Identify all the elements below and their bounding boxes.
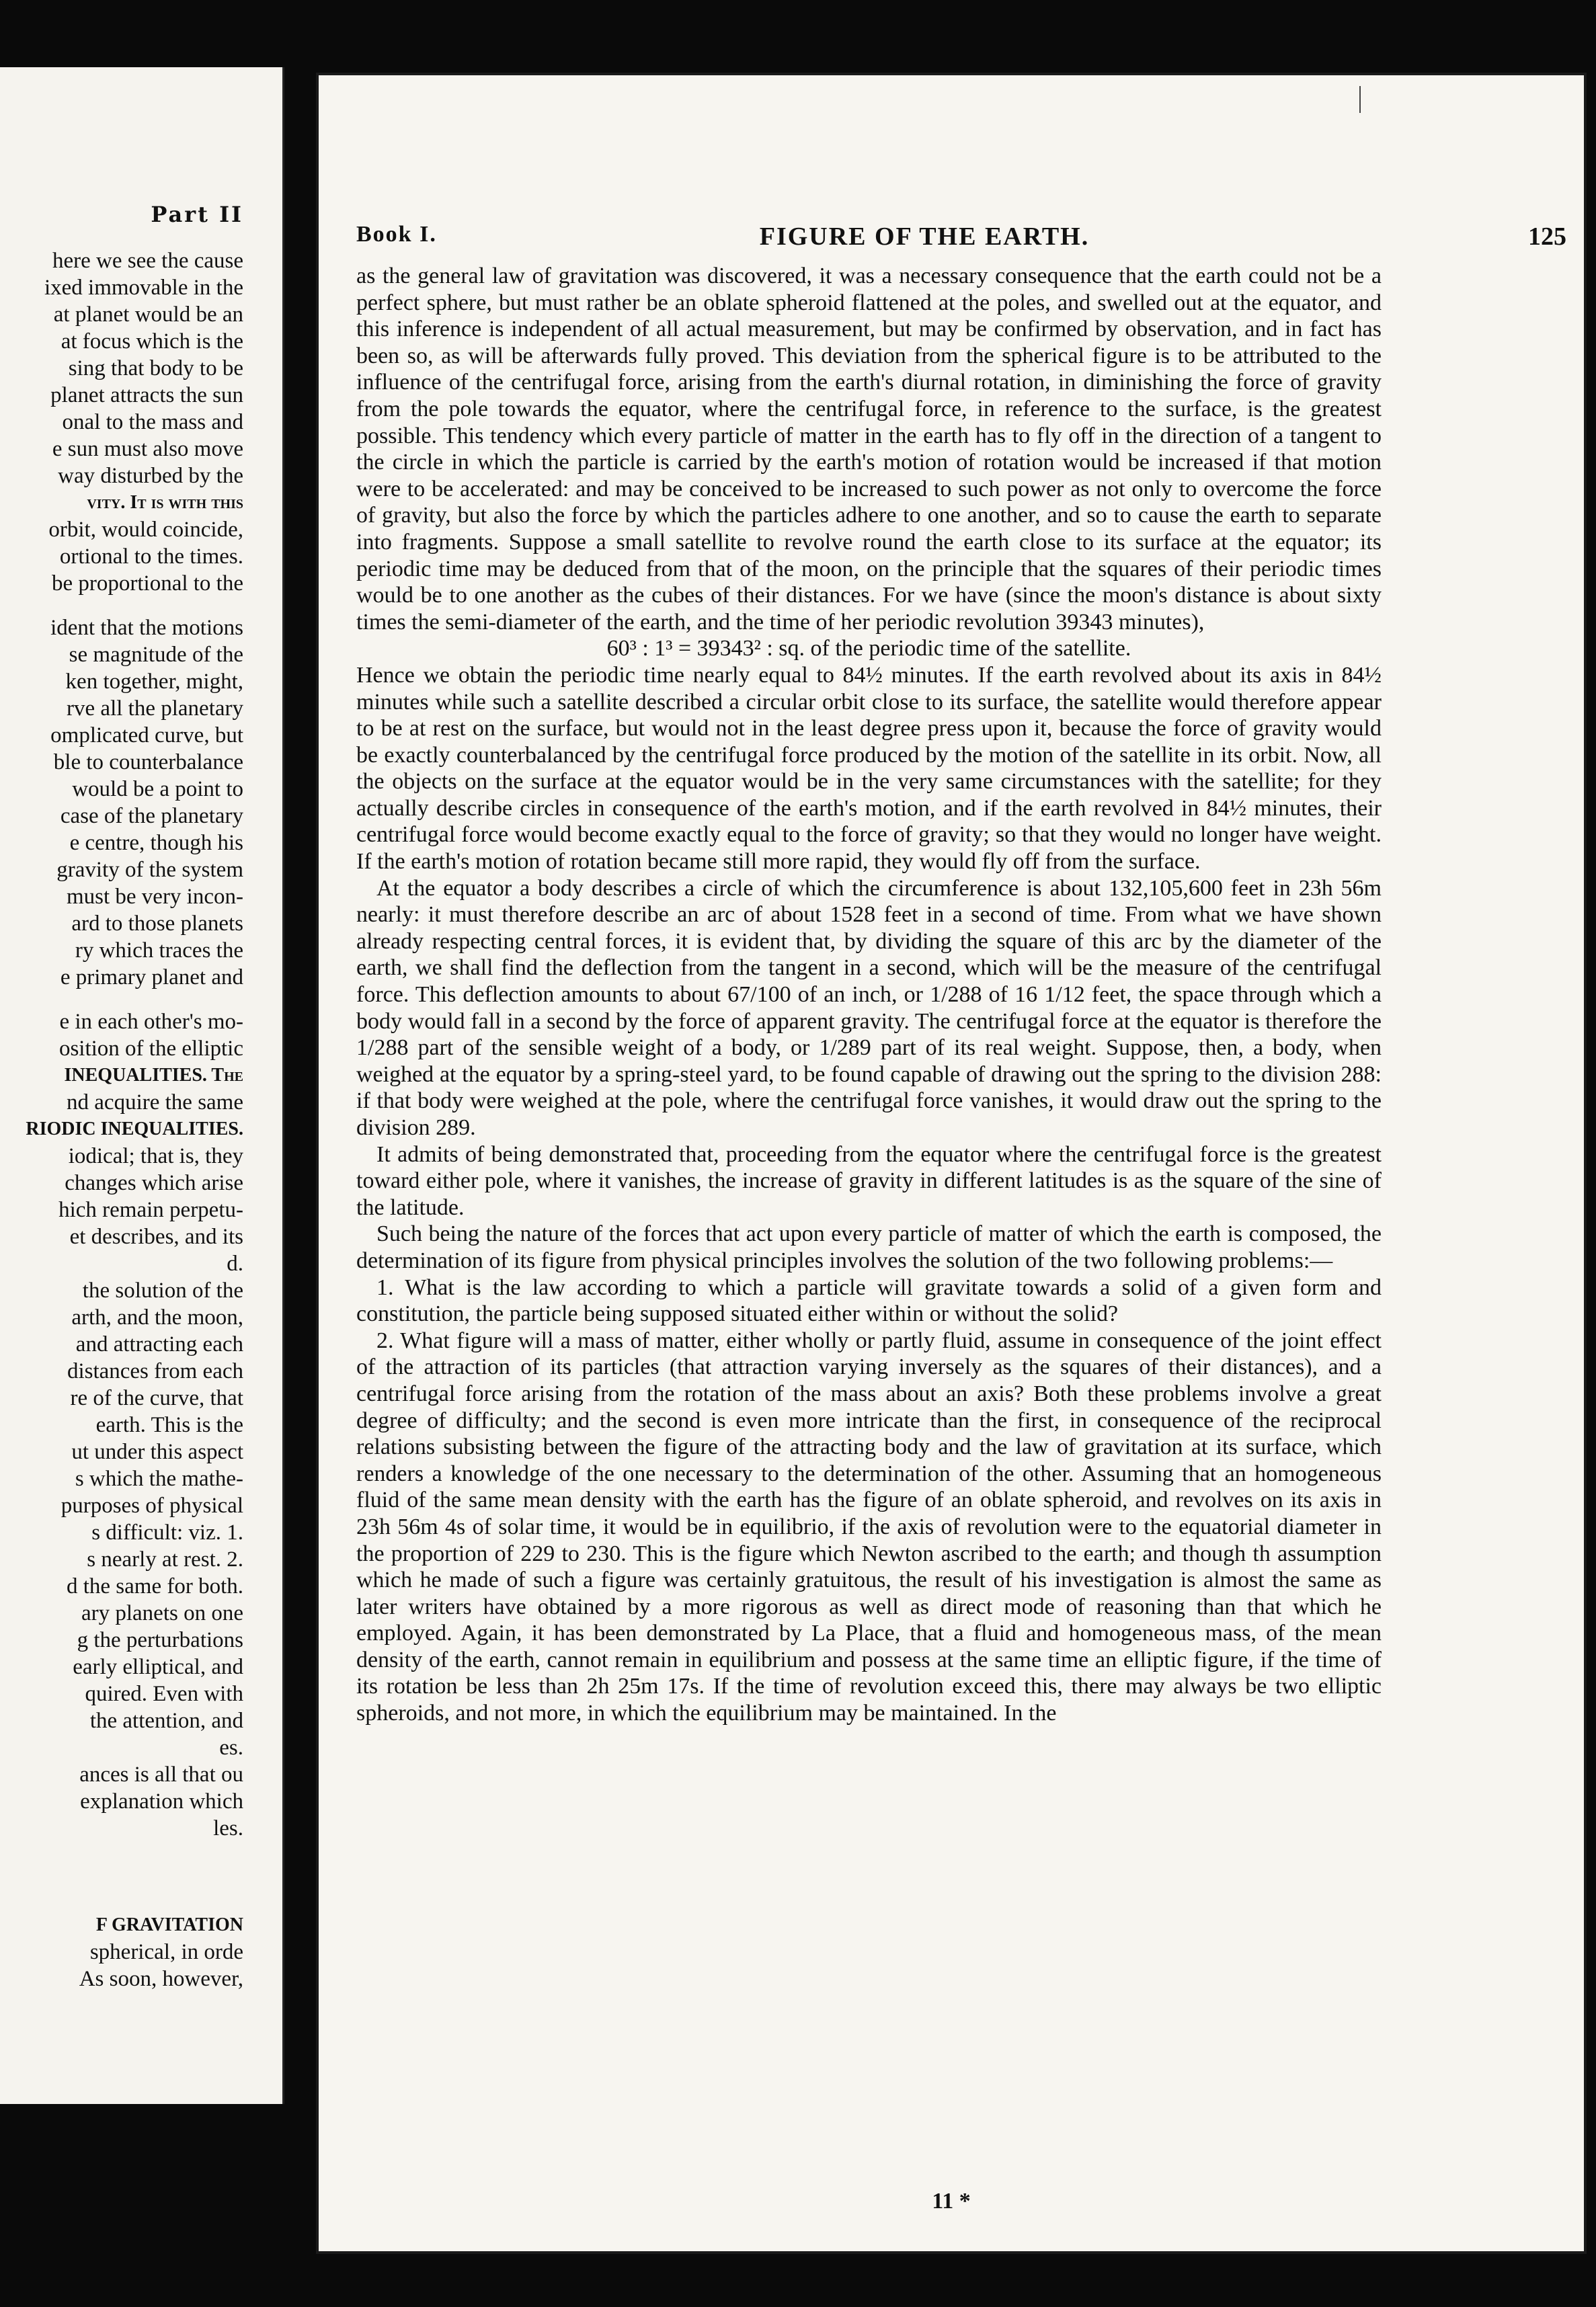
left-page-line: nd acquire the same: [67, 1090, 243, 1115]
left-page-line: s which the mathe-: [75, 1467, 243, 1491]
left-page-line: INEQUALITIES. The: [64, 1065, 243, 1086]
left-page-line: at planet would be an: [53, 302, 243, 327]
left-page-line: es.: [219, 1736, 243, 1760]
left-page-line: purposes of physical: [61, 1494, 243, 1518]
problem-1: 1. What is the law according to which a particle will gravitate towards a solid of a given form and constitution, the particle being supposed situated either within or without the solid?: [356, 1274, 1382, 1327]
left-page-line: must be very incon-: [66, 885, 243, 909]
book-page: [316, 73, 1587, 2254]
page-title: FIGURE OF THE EARTH.: [759, 222, 1090, 251]
left-page-line: se magnitude of the: [69, 643, 243, 667]
margin-mark: [1359, 86, 1361, 113]
left-page-line: orbit, would coincide,: [48, 518, 243, 542]
left-page-line: re of the curve, that: [70, 1386, 243, 1410]
left-page-line: ard to those planets: [71, 912, 243, 936]
left-page-line: planet attracts the sun: [50, 383, 243, 407]
left-page-line: [26, 1894, 243, 1912]
left-page-line: explanation which: [80, 1789, 243, 1814]
left-page-line: omplicated curve, but: [50, 723, 243, 747]
previous-page-fragment: [0, 67, 284, 2104]
left-page-text: [26, 247, 243, 1992]
left-page-line: at focus which is the: [61, 329, 243, 354]
left-page-line: iodical; that is, they: [68, 1144, 243, 1168]
left-page-line: case of the planetary: [60, 804, 243, 828]
left-page-line: here we see the cause: [52, 249, 243, 273]
signature-mark: 11 *: [932, 2189, 971, 2214]
left-page-line: RIODIC INEQUALITIES.: [26, 1119, 243, 1139]
left-page-line: hich remain perpetu-: [58, 1198, 243, 1222]
left-page-line: distances from each: [67, 1359, 243, 1383]
left-page-line: d.: [227, 1252, 243, 1276]
paragraph-2: Hence we obtain the periodic time nearly equal to 84½ minutes. If the earth revolved about its axis in 84½ minutes while such a satellite described a circular orbit close to its surface, the satellite would therefore appear to be at rest on the surface, but would not in the least degree press upon it, because the force of gravity would be exactly counterbalanced by the centrifugal force produced by the motion of the satellite in its orbit. Now, all the objects on the surface at the equator would be in the very same circumstances with the satellite; for they actually describe circles in consequence of the earth's motion, and if the earth revolved in 84½ minutes, their centrifugal force would become exactly equal to the force of gravity; so that they would no longer have weight. If the earth's motion of rotation became still more rapid, they would fly off from the surface.: [356, 662, 1382, 875]
left-page-line: [26, 1859, 243, 1877]
paragraph-5: Such being the nature of the forces that act upon every particle of matter of which the earth is composed, the determination of its figure from physical principles involves the solution of the two following problems:—: [356, 1221, 1382, 1273]
left-page-line: ances is all that ou: [79, 1763, 243, 1787]
paragraph-3: At the equator a body describes a circle of which the circumference is about 132,105,600 feet in 23h 56m nearly: it must therefore describe an arc of about 1528 feet in a second of time. From what we have shown already respecting central forces, it is evident that, by dividing the square of this arc by the diameter of the earth, we shall find the deflection from the tangent in a second, which will be the measure of the centrifugal force. This deflection amounts to about 67/100 of an inch, or 1/288 of 16 1/12 feet, the space through which a body would fall in a second by the force of apparent gravity. The centrifugal force at the equator is therefore the 1/288 part of the sensible weight of a body, or 1/289 part of its real weight. Suppose, then, a body, when weighed at the equator by a spring-steel yard, to be found capable of drawing out the spring to the division 288: if that body were weighed at the pole, where the centrifugal force vanishes, it would draw out the spring to the division 289.: [356, 875, 1382, 1140]
left-page-line: s nearly at rest. 2.: [87, 1547, 243, 1572]
left-page-header: Part II: [151, 202, 243, 227]
left-page-line: ken together, might,: [65, 670, 243, 694]
left-page-line: rve all the planetary: [67, 696, 243, 721]
left-page-line: the solution of the: [82, 1279, 243, 1303]
left-page-line: [26, 1842, 243, 1859]
left-page-line: early elliptical, and: [73, 1655, 243, 1679]
left-page-line: [26, 597, 243, 614]
left-page-line: g the perturbations: [77, 1628, 243, 1652]
left-page-line: et describes, and its: [69, 1225, 243, 1249]
left-page-line: spherical, in orde: [89, 1940, 243, 1964]
left-page-line: ident that the motions: [50, 616, 243, 640]
left-page-line: ixed immovable in the: [44, 276, 243, 300]
left-page-line: sing that body to be: [68, 356, 243, 380]
left-page-line: be proportional to the: [51, 571, 243, 596]
left-page-line: osition of the elliptic: [58, 1037, 243, 1061]
paragraph-1: as the general law of gravitation was discovered, it was a necessary consequence that the earth could not be a perfect sphere, but must rather be an oblate spheroid flattened at the poles, and swelled out at the equator, and this inference is independent of all actual measurement, but may be confirmed by observation, and in fact has been so, as will be afterwards fully proved. This deviation from the spherical figure is to be attributed to the influence of the centrifugal force, arising from the earth's diurnal rotation, in diminishing the force of gravity from the pole towards the equator, where the centrifugal force, in reference to the surface, is the greatest possible. This tendency which every particle of matter in the earth has to fly off in the direction of a tangent to the circle in which the particle is carried by the earth's motion of rotation would be increased if that motion were to be accelerated: and may be conceived to be increased to such power as not only to overcome the force of gravity, but also the force by which the particles adhere to one another, and so to cause the earth to separate into fragments. Suppose a small satellite to revolve round the earth close to its surface at the equator; its periodic time may be deduced from that of the moon, on the principle that the squares of their periodic times would be to one another as the cubes of their distances. For we have (since the moon's distance is about sixty times the semi-diameter of the earth, and the time of her periodic revolution 39343 minutes),: [356, 264, 1382, 635]
left-page-line: e centre, though his: [69, 831, 243, 855]
left-page-line: way disturbed by the: [58, 464, 243, 488]
left-page-line: ble to counterbalance: [53, 750, 243, 774]
left-page-line: [26, 991, 243, 1008]
left-page-line: e sun must also move: [52, 437, 243, 461]
left-page-line: les.: [213, 1816, 243, 1840]
page-number: 125: [1528, 222, 1566, 251]
left-page-line: e in each other's mo-: [59, 1010, 243, 1034]
left-page-line: the attention, and: [89, 1709, 243, 1733]
left-page-line: s difficult: viz. 1.: [91, 1521, 243, 1545]
left-page-line: gravity of the system: [56, 858, 243, 882]
running-head: [356, 222, 1566, 255]
left-page-line: changes which arise: [65, 1171, 243, 1195]
paragraph-4: It admits of being demonstrated that, proceeding from the equator where the centrifugal force is the greatest toward either pole, where it vanishes, the increase of gravity in different latitudes is as the square of the sine of the latitude.: [356, 1141, 1382, 1220]
problem-2: 2. What figure will a mass of matter, either wholly or partly fluid, assume in consequence of the joint effect of the attraction of its particles (that attraction varying inversely as the squares of their distances), and a centrifugal force arising from the rotation of the mass about an axis? Both these problems involve a great degree of difficulty; and the second is even more intricate than the first, in consequence of the reciprocal relations subsisting between the figure of the attracting body and the law of gravitation at its surface, which renders a knowledge of the one necessary to the determination of the other. Assuming that an homogeneous fluid of the same mean density with the earth has the figure of an oblate spheroid, and revolves on its axis in 23h 56m 4s of solar time, it would be in equilibrio, if the axis of revolution were to the equatorial diameter in the proportion of 229 to 230. This is the figure which Newton ascribed to the earth; and though th assumption which he made of such a figure was certainly gratuitous, the result of his investigation is almost the same as later writers have obtained by a more rigorous as well as direct mode of reasoning than that which he employed. Again, it has been demonstrated by La Place, that a fluid and homogeneous mass, of the mean density of the earth, cannot remain in equilibrium and possess at the same time an elliptic figure, if the time of its rotation be less than 2h 25m 17s. If the time of revolution exceed this, there may always be two elliptic spheroids, and not more, in which the equilibrium may be maintained. In the: [356, 1328, 1382, 1726]
left-page-line: earth. This is the: [95, 1413, 243, 1437]
left-page-line: F GRAVITATION: [95, 1914, 243, 1935]
formula: 60³ : 1³ = 39343² : sq. of the periodic time of the satellite.: [606, 636, 1131, 661]
left-page-line: e primary planet and: [60, 965, 243, 989]
left-page-line: arth, and the moon,: [71, 1305, 243, 1330]
left-page-line: quired. Even with: [85, 1682, 243, 1706]
left-page-line: ut under this aspect: [71, 1440, 243, 1464]
book-label: Book I.: [356, 222, 437, 247]
left-page-line: would be a point to: [72, 777, 243, 801]
left-page-line: vity. It is with this: [87, 492, 243, 513]
page-body: [356, 263, 1382, 1727]
left-page-line: and attracting each: [75, 1332, 243, 1357]
left-page-line: ortional to the times.: [59, 544, 243, 569]
left-page-line: As soon, however,: [79, 1967, 243, 1991]
left-page-line: ry which traces the: [75, 938, 243, 963]
left-page-line: [26, 1877, 243, 1894]
left-page-line: d the same for both.: [66, 1574, 243, 1598]
left-page-line: onal to the mass and: [62, 410, 243, 434]
left-page-line: ary planets on one: [81, 1601, 243, 1625]
